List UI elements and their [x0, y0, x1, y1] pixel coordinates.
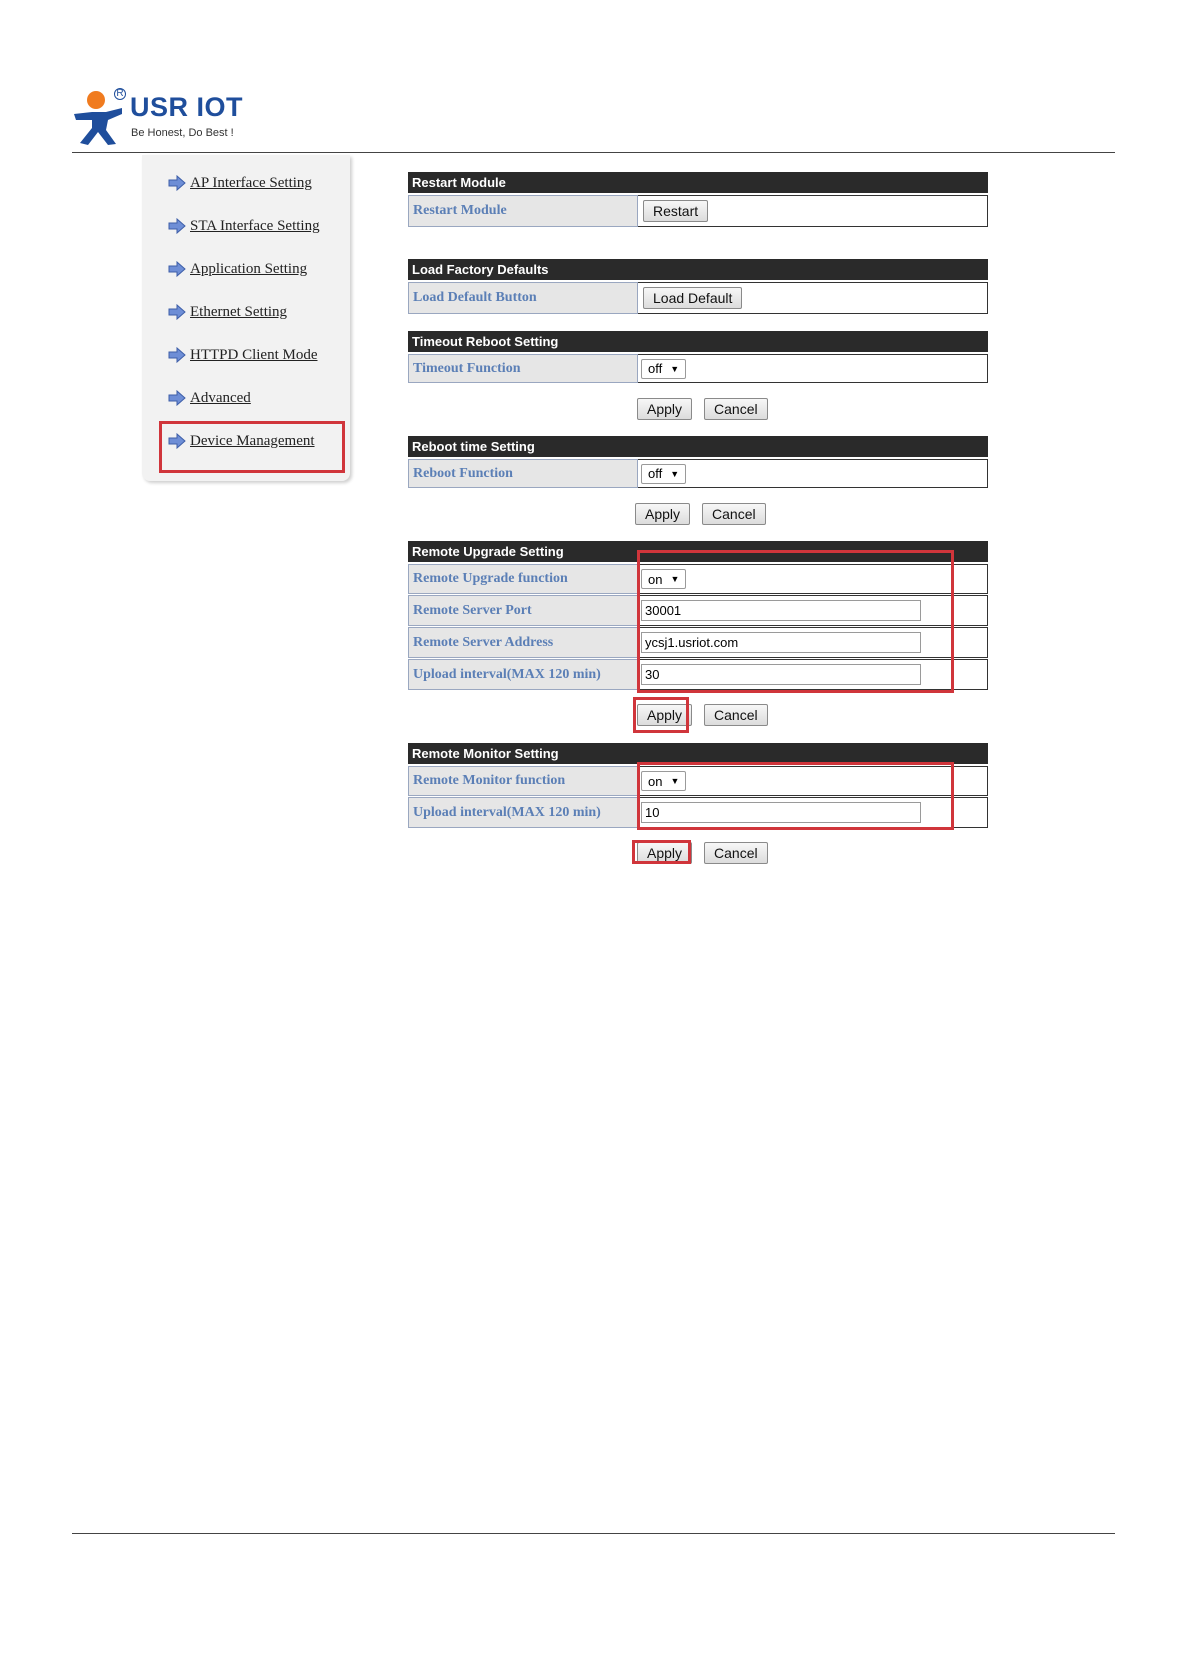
restart-row: [408, 195, 988, 227]
timeout-row: [408, 354, 988, 383]
arrow-right-icon: [168, 304, 186, 320]
arrow-right-icon: [168, 390, 186, 406]
caret-down-icon: ▼: [670, 776, 680, 786]
reboot-label: Reboot Function: [408, 459, 638, 488]
sidebar-item-label[interactable]: Application Setting: [190, 260, 308, 277]
restart-button[interactable]: Restart: [643, 200, 708, 222]
sidebar-item-advanced[interactable]: [168, 387, 251, 409]
reboot-cancel-button[interactable]: Cancel: [702, 503, 766, 525]
restart-label: Restart Module: [408, 195, 638, 227]
sidebar-item-label[interactable]: HTTPD Client Mode: [190, 346, 318, 363]
upgrade-apply-button[interactable]: Apply: [637, 704, 692, 726]
sidebar-item-ethernet[interactable]: [168, 301, 287, 323]
section-header-timeout: Timeout Reboot Setting: [408, 331, 988, 352]
upgrade-address-label: Remote Server Address: [408, 627, 638, 658]
upgrade-cancel-button[interactable]: Cancel: [704, 704, 768, 726]
timeout-select-value: off: [648, 361, 663, 376]
server-address-input[interactable]: ycsj1.usriot.com: [641, 632, 921, 653]
monitor-apply-button[interactable]: Apply: [637, 842, 692, 864]
highlight-box-monitor: [637, 762, 954, 830]
arrow-right-icon: [168, 347, 186, 363]
sidebar-item-label[interactable]: Advanced: [190, 389, 251, 406]
upgrade-port-label: Remote Server Port: [408, 595, 638, 626]
upgrade-interval-label: Upload interval(MAX 120 min): [408, 659, 638, 690]
arrow-right-icon: [168, 218, 186, 234]
sidebar-item-application[interactable]: [168, 258, 307, 280]
sidebar-item-label[interactable]: Ethernet Setting: [190, 303, 288, 320]
sidebar-item-label[interactable]: Device Management: [190, 432, 315, 449]
sidebar: [142, 155, 350, 481]
highlight-box-device-management: [159, 421, 345, 473]
caret-down-icon: ▼: [670, 363, 680, 374]
factory-value-cell: [638, 282, 988, 314]
sidebar-item-httpd-client[interactable]: [168, 344, 318, 366]
highlight-box-upgrade: [637, 550, 954, 693]
load-default-button[interactable]: Load Default: [643, 287, 742, 309]
reboot-row: [408, 459, 988, 488]
upgrade-interval-input[interactable]: 30: [641, 664, 921, 685]
reboot-value-cell: [638, 459, 988, 488]
server-port-input[interactable]: 30001: [641, 600, 921, 621]
timeout-label: Timeout Function: [408, 354, 638, 383]
monitor-interval-input[interactable]: 10: [641, 802, 921, 823]
reboot-select-value: off: [648, 466, 663, 481]
timeout-cancel-button[interactable]: Cancel: [704, 398, 768, 420]
upgrade-function-label: Remote Upgrade function: [408, 564, 638, 594]
highlight-box-upgrade-apply: [633, 697, 689, 733]
caret-down-icon: ▼: [670, 468, 680, 479]
arrow-right-icon: [168, 175, 186, 191]
section-header-restart: Restart Module: [408, 172, 988, 193]
section-header-upgrade: Remote Upgrade Setting: [408, 541, 988, 562]
sidebar-item-label[interactable]: AP Interface Setting: [190, 174, 312, 191]
reboot-actions: [635, 503, 766, 525]
reboot-apply-button[interactable]: Apply: [635, 503, 690, 525]
brand-name: USR IOT: [130, 92, 244, 122]
caret-down-icon: ▼: [670, 574, 680, 584]
header-divider: [72, 152, 1115, 153]
timeout-apply-button[interactable]: Apply: [637, 398, 692, 420]
reboot-select[interactable]: [641, 464, 686, 484]
section-header-monitor: Remote Monitor Setting: [408, 743, 988, 764]
monitor-interval-label: Upload interval(MAX 120 min): [408, 797, 638, 828]
section-header-reboot: Reboot time Setting: [408, 436, 988, 457]
factory-row: [408, 282, 988, 314]
upgrade-function-value: on: [648, 571, 663, 587]
brand-logo: [72, 90, 272, 146]
restart-value-cell: [638, 195, 988, 227]
factory-label: Load Default Button: [408, 282, 638, 314]
highlight-box-monitor-apply: [632, 840, 691, 864]
sidebar-item-ap-interface[interactable]: [168, 172, 312, 194]
arrow-right-icon: [168, 261, 186, 277]
sidebar-item-sta-interface[interactable]: [168, 215, 320, 237]
monitor-function-label: Remote Monitor function: [408, 766, 638, 796]
footer-divider: [72, 1533, 1115, 1534]
monitor-function-value: on: [648, 773, 663, 789]
sidebar-item-label[interactable]: STA Interface Setting: [190, 217, 320, 234]
monitor-cancel-button[interactable]: Cancel: [704, 842, 768, 864]
section-header-factory: Load Factory Defaults: [408, 259, 988, 280]
timeout-select[interactable]: [641, 359, 686, 379]
brand-slogan: Be Honest, Do Best !: [131, 127, 234, 139]
timeout-value-cell: [638, 354, 988, 383]
timeout-actions: [637, 398, 768, 420]
registered-mark: R: [114, 88, 126, 100]
